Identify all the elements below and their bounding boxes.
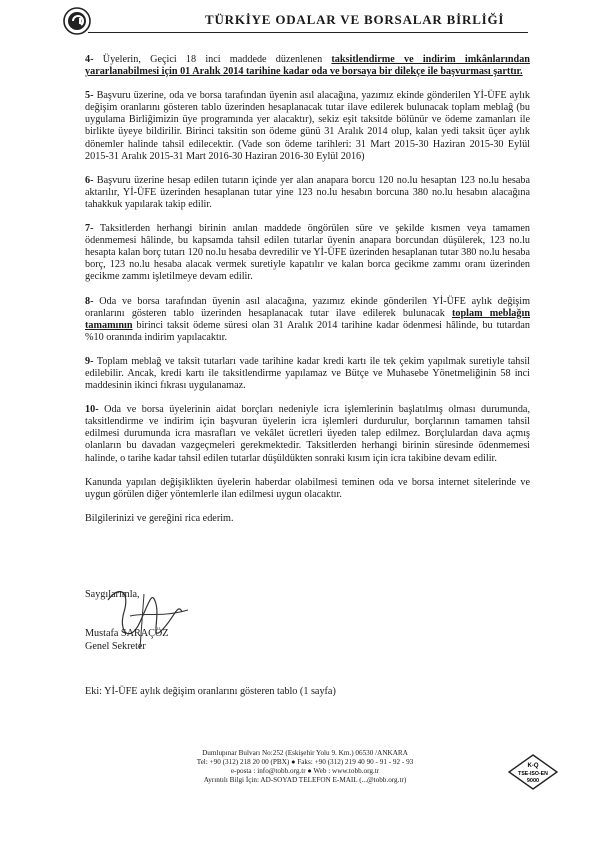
footer-web: e-posta : info@tobb.org.tr ● Web : www.tobb.org.tr — [230, 767, 380, 775]
signer-title: Genel Sekreter — [85, 641, 146, 652]
paragraph-text: Oda ve borsa tarafından üyenin asıl alacağına, yazımız ekinde gönderilen Yİ-ÜFE aylık değişim oranlarını gösteren tablo üzerinden hesaplanacak tutar ilave edilerek bulunacak — [85, 295, 530, 319]
paragraph-number: 8- — [85, 295, 94, 307]
footer-phone: Tel: +90 (312) 218 20 00 (PBX) ● Faks: +90 (312) 219 40 90 - 91 - 92 - 93 — [196, 758, 414, 766]
paragraph-number: 5- — [85, 90, 94, 102]
paragraph-10 — [85, 404, 530, 464]
underlined-text: toplam meblağın tamamının — [85, 307, 530, 331]
paragraph-number: 9- — [85, 355, 94, 367]
annex-note: Eki: Yİ-ÜFE aylık değişim oranlarını gösteren tablo (1 sayfa) — [85, 686, 336, 697]
closing-paragraph: Kanunda yapılan değişiklikten üyelerin haberdar olabilmesi teminen oda ve borsa internet sitelerinde ve uygun görülen diğer yöntemlerle ilan edilmesi uygun olacaktır. — [85, 476, 530, 500]
footer-contact: Ayrıntılı Bilgi İçin: AD-SOYAD TELEFON E-MAIL (...@tobb.org.tr) — [203, 776, 407, 784]
paragraph-text: Oda ve borsa üyelerinin aidat borçları nedeniyle icra işlemlerinin başlatılmış olması durumunda, taksitlendirme ve indirim için başvuran üyelerin icra işlemleri durdurulur, borçlarının tamamen tahsil edilmesi durumunda icra masrafları ve vekâlet ücretleri üyeden talep edilmez. Borçlulardan dava açmış olanların bu davadan vazgeçmeleri gerekmektedir. Taksitlerden herhangi birinin süresinde ödenmemesi halinde, o tarihe kadar tahsil edilen tutarlar düşüldükten sonraki kısım için icra takibine devam edilir. — [85, 404, 530, 464]
paragraph-text: Başvuru üzerine, oda ve borsa tarafından üyenin asıl alacağına, yazımız ekinde gönderilen Yİ-ÜFE aylık değişim oranlarını gösteren tablo üzerinden hesaplanacak tutar ilave edilerek bulunacak toplam meblağ (bu uygulama Birliğimizin üye programında yer alacaktır), sekiz eşit taksitde bölünür ve ödeme zamanları ile birlikte üyeye bildirilir. Birinci taksitin son ödeme günü 31 Aralık 2014 olup, kalan yedi taksit üçer aylık dönemler halinde tahsil edilecektir. (Vade son ödeme tarihleri: 31 Mart 2015-30 Haziran 2015-30 Eylül 2015-31 Aralık 2015-31 Mart 2016-30 Haziran 2016-30 Eylül 2016) — [85, 90, 530, 162]
underlined-text: taksitlendirme ve indirim imkânlarından yararlanabilmesi için 01 Aralık 2014 tarihine kadar oda ve borsaya bir dilekçe ile başvurması şarttır. — [85, 54, 530, 78]
paragraph-text: Üyelerin, Geçici 18 inci maddede düzenlenen — [93, 54, 332, 65]
footer-address: Dumlupınar Bulvarı No:252 (Eskişehir Yolu 9. Km.) 06530 /ANKARA — [202, 749, 408, 757]
iso-certificate-icon — [508, 754, 558, 790]
paragraph-text: Toplam meblağ ve taksit tutarları vade tarihine kadar kredi kartı ile tek çekim yapılmak suretiyle tahsil edilebilir. Ancak, kredi kartı ile taksitlendirme yapılamaz ve Bütçe ve Muhasebe Yönetmeliğinin 58 inci maddesinin ikinci fıkrası uygulanamaz. — [85, 355, 530, 392]
cert-line-3: 9000 — [526, 778, 540, 784]
paragraph-text: Taksitlerden herhangi birinin anılan maddede öngörülen süre ve şekilde kısmen veya tamamen ödenmemesi hâlinde, bu kapsamda tahsil edilen tutarlar üyenin anapara borcundan düşülerek, 123 no.lu hesapta kalan borç tutarı 120 no.lu hesaba devredilir ve Yİ-ÜFE üzerinden hesaplanan tutar 380 no.lu hesaba borç, 123 no.lu hesaba alacak vermek suretiyle kapatılır ve kalan borca gecikme zammı oranı üzerinden gecikme zammı işletilmeye devam edilir. — [85, 223, 530, 283]
cert-line-2: TSE-ISO-EN — [518, 771, 548, 777]
paragraph-9 — [85, 356, 530, 392]
paragraph-text-continued: birinci taksit ödeme süresi olan 31 Aralık 2014 tarihine kadar ödenmesi hâlinde, bu tutardan %10 oranında indirim yapılacaktır. — [85, 319, 530, 343]
signer-name: Mustafa SARAÇÖZ — [85, 628, 169, 639]
paragraph-6 — [85, 175, 530, 211]
header-rule — [88, 32, 528, 33]
letter-body — [85, 54, 530, 537]
paragraph-5 — [85, 90, 530, 163]
greeting: Bilgilerinizi ve gereğini rica ederim. — [85, 512, 234, 524]
paragraph-4 — [85, 54, 530, 78]
paragraph-number: 7- — [85, 223, 94, 235]
organization-title: TÜRKİYE ODALAR VE BORSALAR BİRLİĞİ — [205, 12, 505, 27]
letterhead — [0, 0, 596, 40]
signature-block — [85, 588, 285, 653]
cert-line-1: K-Q — [527, 763, 539, 769]
paragraph-text: Başvuru üzerine hesap edilen tutarın içinde yer alan anapara borcu 120 no.lu hesaptan 123 no.lu hesaba aktarılır, Yİ-ÜFE üzerinden hesaplanan tutar yine 123 no.lu hesabın borcuna 380 no.lu hesabın alacağına tahakkuk yapılarak takip edilir. — [85, 174, 530, 210]
paragraph-number: 10- — [85, 404, 99, 416]
salutation: Saygılarımla, — [85, 589, 140, 600]
paragraph-number: 4- — [85, 54, 94, 65]
paragraph-8 — [85, 296, 530, 344]
paragraph-7 — [85, 223, 530, 283]
paragraph-number: 6- — [85, 174, 94, 186]
footer — [150, 749, 460, 785]
